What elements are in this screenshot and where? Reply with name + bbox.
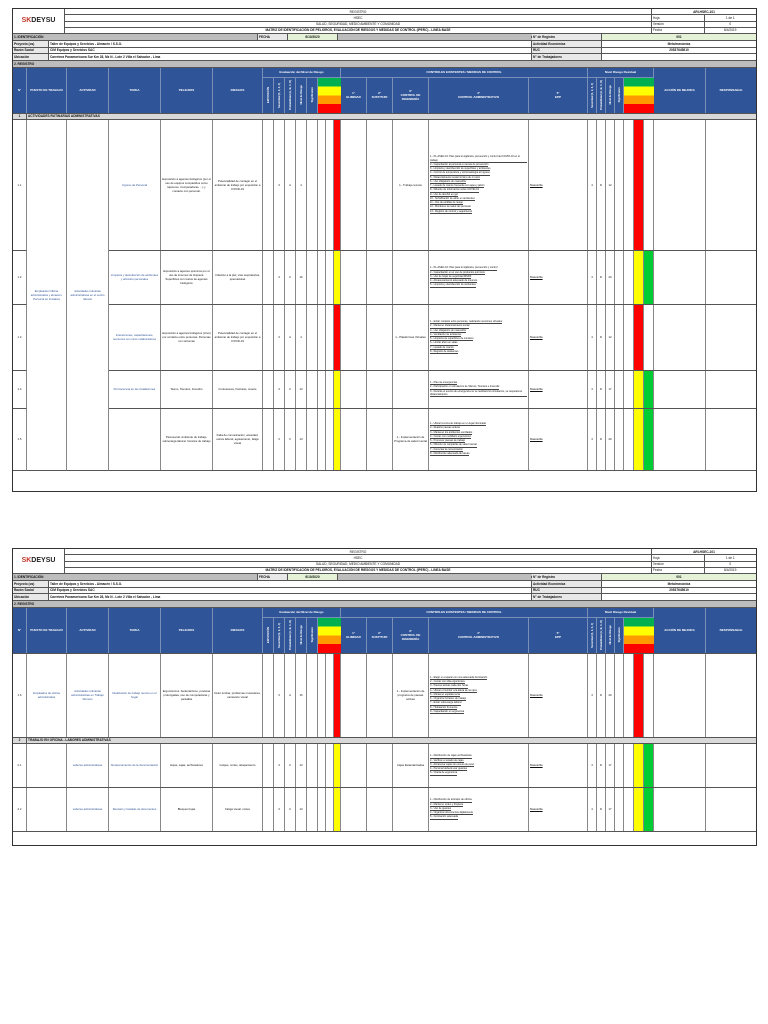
actividad-cell: Actividades rutinarias administrativas en el centro laboral [67,120,109,471]
control-line: 6.- Difusión de campañas de salud mental [430,443,477,447]
probabilidad-cell: C [285,251,296,304]
responsable-cell [706,305,756,370]
header-line1: REGISTRO [65,9,651,15]
risk-color-cell [624,409,634,470]
control-line: 2.- Contar con silla ergonómica [430,680,465,684]
control-line: 11.- Uso de cartillas de riesgo [430,201,463,204]
ingenieria-cell: 1.- Implementación de programa de pausas activas [393,654,429,737]
control-line: 3.- Durante el evento de emergencia no se realizará los simulacros, se respetará el distanciamiento [430,390,527,398]
control-line: 8.- Distribución adecuada de tareas [430,451,470,455]
nivel-riesgo-cell: 4 [296,305,307,370]
res-nr-cell: 17 [606,371,615,408]
risk-color-cell [326,371,334,408]
sustituir-cell [367,251,393,304]
riesgo-cell: Fatiga visual, cortes [213,788,263,831]
risk-color-cell [326,744,334,787]
epp-cell: Mascarilla [529,251,588,304]
accion-cell [654,371,706,408]
res-prob-cell: D [597,409,606,470]
risk-color-cell [634,409,644,470]
sustituir-cell [367,744,393,787]
accion-cell [654,120,706,250]
exp-cell [263,251,274,304]
control-line: 3.- Uso de hojas de seguridad MSDS [430,274,472,278]
risk-color-cell [334,371,341,408]
peligro-cell: Bloques hojas [161,788,213,831]
exp-cell [263,371,274,408]
control-line: 3.- Mantener los ambientes ventilados [430,430,473,434]
ingenieria-cell: 1.- Implementación de Programa de salud mental [393,409,429,470]
risk-color-cell [318,371,326,408]
significativo-cell [307,409,318,470]
res-sig-cell [615,251,624,304]
control-admin-cell [429,409,529,470]
control-line: 2.- Participación en simulacros de Sismos, Tsunami e Incendio [430,385,500,389]
header-line2: HSEC [65,15,651,21]
peligro-cell: Ergonómicos. Sedentarismo, posturas prolongadas, uso de computadoras y pantallas [161,654,213,737]
ingenieria-cell [393,788,429,831]
puesto-cell: Empleados de oficina administrativa [27,654,67,737]
significativo-cell [307,251,318,304]
res-sev-cell: 4 [588,744,597,787]
eliminar-cell [341,744,367,787]
responsable-cell [706,371,756,408]
risk-color-cell [624,788,634,831]
control-line: 7.- Fomentar la comunicación [430,447,463,451]
eliminar-cell [341,305,367,370]
header-line3: SALUD, SEGURIDAD, MEDIO AMBIENTE Y COMUNIDAD [65,22,651,28]
peligro-cell: Psicosocial. Ambiente de trabajo, sobrecarga laboral, horarios de trabajo [161,409,213,470]
control-line: 4.- Ventilación de ambientes [430,332,462,336]
risk-color-cell [634,744,644,787]
res-prob-cell: D [597,788,606,831]
probabilidad-cell: C [285,744,296,787]
control-line: 2.- Mantener orden y limpieza [430,802,464,806]
row-number: 1.6 [13,654,27,737]
puesto-cell [27,788,67,831]
eliminar-cell [341,251,367,304]
table-row [109,251,756,305]
tarea-cell: Permanencia en las instalaciones [109,371,161,408]
exp-cell [263,744,274,787]
res-sig-cell [615,654,624,737]
accion-cell [654,305,706,370]
nivel-riesgo-cell: 13 [296,788,307,831]
risk-color-cell [318,654,326,737]
header-line4: MATRIZ DE IDENTIFICACIÓN DE PELIGROS, EVALUACIÓN DE RIESGOS Y MEDIDAS DE CONTROL (IPERC) - LINEA BASE [265,28,451,33]
nivel-riesgo-cell: 13 [296,744,307,787]
actividad-cell: Labores administrativas [67,788,109,831]
exp-cell [263,305,274,370]
table-row [109,409,756,471]
control-line: 3.- Pausas activas cada dos horas [430,684,469,688]
responsable-cell [706,120,756,250]
control-line: 4.- Contar con mobiliario ergonómico [430,434,471,438]
actividad-cell: Labores administrativas [67,744,109,787]
sheet-1: SK DEYSU REGISTRO HSEC SALUD, SEGURIDAD, MEDIO AMBIENTE Y COMUNIDAD MATRIZ DE IDENTIFICACIÓN DE PELIGROS, EVALUACIÓN DE RIESGOS Y MEDIDAS DE CONTROL (IPERC) - LINEA BASE ARI-HSEC-101 Hoja 1 de 1 Versión 0 Fecha 8/4/2019 1. IDENTIFICACIÓN FECHA 6/10/2020 N° de Registro 001 Proyecto (os) Taller de Equipos y Servicios - Almacén / S.S.O. Actividad Económica Metalmecánica Razón Social CIM Equipos y Servicios SAC RUC 20537645610 Ubicación Carretera Panamericana Sur Km 28, Mz N - Lote 2 Villa el Salvador - Lima N° de Trabajadores 2. REGISTRO N° PUESTO DE TRABAJO ACTIVIDAD TAREA PELIGROS RIESGOS Evaluación del Nivel de Riesgo EXPOSICIÓN Severidad (1, 2, 3, 4) Probabilidad (A, B, C, D) Nivel de Riesgo Significativo CONTROLES EXISTENTES / MEDIDAS DE CONTROL 1° ELIMINAR 2° SUSTITUIR 3° CONTROL DE INGENIERÍA 4° CONTROL ADMINISTRATIVO 5° EPP Nivel Riesgo Residual Severidad (1, 2, 3, 4) Probabilidad (A, B, C, D) Nivel de Riesgo Significativo ACCIÓN DE MEJORA RESPONSABLE 1 ACTIVIDADES RUTINARIAS ADMINISTRATIVAS 1.1 1.2 1.3 1.4 1.5 Empleados Oficina administrativa y almacén. Personal en Iniciativa Actividades rutinarias administrativas en el centro laboral Ingreso de Personal Exposición a agentes biológicos (por el uso de equipos compartidos como lapiceros, Computadoras, ...) y contacto con personal. Potencialidad de contagio en el ambiente de trabajo por exposición a COVID-19 3 A 4 1.- Trabajo remoto 1.- PL-ASEC-16: Plan para la vigilancia, prevención y control del COVID-19 en el trabajo 2.- Capacitación al personal en temas de prevención 3.- Limpieza y desinfección de superficies y ambientes 4.- Control de temperatura y sintomatología al ingreso 5.- Distanciamiento social mínimo de 1 metro 6.- Uso obligatorio de mascarilla 7.- Lavado de manos frecuente con agua y jabón 8.- Difusión de información sobre COVID-19 9.- Uso de alcohol en gel 10.- Señalización de aforo en ambientes 11.- Uso de cartillas de riesgo 12.- Monitoreo de salud del personal 13.- Registro de control y seguimiento Mascarilla 4 D 12 Limpieza y desinfección de ambientes y artículos personales Exposición a agentes químicos por el uso de insumos de limpieza. Superficies con restos de agentes biológicos Irritación a la piel, vías respiratorias, quemaduras 3 C 16 1.- PL-ASEC-16: Plan para la vigilancia, prevención y control 2.- Capacitación en el uso de productos químicos 3.- Uso de hojas de seguridad MSDS 4.- Almacenamiento adecuado de insumos 5.- Limpieza y desinfección de ambientes Mascarilla 4 D 20 Interacciones, capacitaciones, reuniones con otros colaboradores Exposición a agentes biológicos (virus) por contacto entre personas. Personas con síntomas Potencialidad de contagio en el ambiente de trabajo por exposición a COVID-19 3 A 4 1.- Plataformas Virtuales 1.- Evitar contacto entre personas, realizando reuniones virtuales 2.- Mantener distanciamiento social 3.- Uso obligatorio de mascarilla 4.- Ventilación de ambientes 5.- Limpieza de superficies de contacto 6.- Limitar aforo en salas 7.- Lavado de manos 8.- Registro de asistentes Mascarilla 4 D 12 Permanencia en las instalaciones Sismo, Tsunami, Incendio Contusiones, fracturas, muerte 3 C 13 1.- Plan de emergencias 2.- Participación en simulacros de Sismos, Tsunami e Incendio 3.- Durante el evento de emergencia no se realizará los simulacros, se respetará el distanciamiento Mascarilla 4 D 17 Psicosocial. Ambiente de trabajo, sobrecarga laboral, horarios de trabajo Falta de comunicación, ansiedad, estrés laboral, agotamiento, fatiga visual 3 C 13 1.- Implementación de Programa de salud mental 1.- Ubicar la zona de trabajo en un lugar iluminado 2.- Realizar pausas activas 3.- Mantener los ambientes ventilados 4.- Contar con mobiliario ergonómico 5.- Promover pausas de trabajo 6.- Difusión de campañas de salud mental 7.- Fomentar la comunicación 8.- Distribución adecuada de tareas Mascarilla 4 D 20 [12,8,757,492]
control-line: 6.- Uso obligatorio de mascarilla [430,179,466,183]
control-line: 6.- Organizar horarios de trabajo [430,697,467,701]
control-line: 12.- Monitoreo de salud del personal [430,205,471,209]
probabilidad-cell: C [285,409,296,470]
control-line: 8.- Registro de asistentes [430,349,459,353]
column-headers: N° PUESTO DE TRABAJO ACTIVIDAD TAREA PELIGROS RIESGOS Evaluación del Nivel de Riesgo EXPOSICIÓN Severidad (1, 2, 3, 4) Probabilidad (A, B, C, D) Nivel de Riesgo Significativo CONTROLES EXISTENTES / MEDIDAS DE CONTROL 1° ELIMINAR 2° SUSTITUIR 3° CONTROL DE INGENIERÍA 4° CONTROL ADMINISTRATIVO 5° EPP Nivel Riesgo Residual Severidad (1, 2, 3, 4) Probabilidad (A, B, C, D) Nivel de Riesgo Significativo ACCIÓN DE MEJORA RESPONSABLE [13,68,756,114]
probabilidad-cell: C [285,371,296,408]
significativo-cell [307,120,318,250]
row-number: 1.3 [13,305,27,371]
control-line: 2.- Realizar pausas activas [430,426,461,430]
significativo-cell [307,371,318,408]
control-line: 8.- Difusión de información sobre COVID-19 [430,188,479,192]
res-prob-cell: D [597,744,606,787]
eliminar-cell [341,788,367,831]
risk-color-cell [318,305,326,370]
res-nr-cell: 17 [606,744,615,787]
risk-color-cell [326,409,334,470]
control-line: 3.- Uso obligatorio de mascarilla [430,328,466,332]
table-row [13,744,756,788]
control-line: 1.- Distribución de cajas archivadoras [430,754,472,758]
riesgo-cell: Dolor lumbar, problemas musculares, cansancio visual [213,654,263,737]
significativo-cell [307,654,318,737]
probabilidad-cell: C [285,788,296,831]
res-nr-cell: 20 [606,409,615,470]
risk-color-cell [318,251,326,304]
risk-color-cell [634,251,644,304]
risk-color-cell [624,371,634,408]
tarea-cell [109,409,161,470]
accion-cell [654,654,706,737]
res-prob-cell: D [597,251,606,304]
probabilidad-cell: A [285,120,296,250]
ingenieria-cell: Cajas Estandarizadas [393,744,429,787]
accion-cell [654,251,706,304]
peligro-cell: Exposición a agentes biológicos (virus) por contacto entre personas. Personas con síntomas [161,305,213,370]
risk-color-cell [318,788,326,831]
control-line: 2.- Verificar el estado de cajas [430,758,464,762]
risk-color-cell [644,251,654,304]
res-prob-cell: D [597,654,606,737]
severidad-cell: 3 [274,251,285,304]
significativo-cell [307,305,318,370]
res-sig-cell [615,744,624,787]
risk-color-cell [334,744,341,787]
epp-cell: Mascarilla [529,744,588,787]
severidad-cell: 3 [274,120,285,250]
significativo-cell [307,744,318,787]
tarea-cell: Limpieza y desinfección de ambientes y artículos personales [109,251,161,304]
control-line: 5.- Promover pausas de trabajo [430,439,466,442]
control-line: 9.- Capacitación en ergonomía [430,709,465,713]
res-prob-cell: D [597,305,606,370]
row-number: 2.2 [13,788,27,831]
res-sev-cell: 4 [588,654,597,737]
tarea-cell: Revisión y traslado de documentos [109,788,161,831]
risk-color-cell [318,744,326,787]
control-admin-cell [429,371,529,408]
res-sig-cell [615,305,624,370]
peligro-cell: Sismo, Tsunami, Incendio [161,371,213,408]
row-number: 1.2 [13,251,27,305]
exp-cell [263,654,274,737]
control-line: 8.- Hidratación frecuente [430,705,458,709]
table-row [109,120,756,251]
probabilidad-cell: A [285,305,296,370]
risk-color-cell [644,305,654,370]
logo: SK DEYSU [13,549,65,573]
eliminar-cell [341,371,367,408]
severidad-cell: 3 [274,744,285,787]
risk-color-cell [634,788,644,831]
eliminar-cell [341,120,367,250]
severidad-cell: 3 [274,788,285,831]
control-line: 4.- Organizar documentos digitalmente [430,811,474,815]
risk-color-cell [334,305,341,370]
subheader-routine: 1 ACTIVIDADES RUTINARIAS ADMINISTRATIVAS [13,114,756,120]
risk-color-cell [624,654,634,737]
sustituir-cell [367,120,393,250]
puesto-cell [27,744,67,787]
control-line: 7.- Evitar sobrecarga laboral [430,701,462,705]
actividad-cell: Actividades rutinarias administrativas en Trabajo Remoto [67,654,109,737]
sustituir-cell [367,305,393,370]
control-line: 5.- Distanciamiento social mínimo de 1 metro [430,175,481,179]
responsable-cell [706,654,756,737]
logo: SK DEYSU [13,9,65,33]
res-nr-cell: 12 [606,120,615,250]
document-header-2: SK DEYSU REGISTRO HSEC SALUD, SEGURIDAD, MEDIO AMBIENTE Y COMUNIDAD MATRIZ DE IDENTIFICACIÓN DE PELIGROS, EVALUACIÓN DE RIESGOS Y MEDIDAS DE CONTROL (IPERC) - LINEA BASE ARI-HSEC-101 Hoja 1 de 1 Versión 0 Fecha 8/4/2019 [13,549,756,574]
epp-cell: Mascarilla [529,654,588,737]
table-row [109,371,756,409]
risk-color-cell [624,744,634,787]
severidad-cell: 3 [274,654,285,737]
control-line: 1.- Ubicar la zona de trabajo en un lugar iluminado [430,422,487,425]
epp-cell: Mascarilla [529,788,588,831]
control-line: 5.- Limpieza y desinfección de ambientes [430,283,476,287]
control-line: 6.- Limitar aforo en salas [430,341,458,345]
risk-color-cell [326,654,334,737]
epp-cell: Mascarilla [529,409,588,470]
tarea-cell: Interacciones, capacitaciones, reuniones con otros colaboradores [109,305,161,370]
document-header [13,9,756,34]
tarea-cell: Realización de trabajo remoto en el hogar [109,654,161,737]
control-line: 4.- Almacenamiento adecuado de insumos [430,279,478,283]
res-sev-cell: 4 [588,305,597,370]
subheader-office: 2 TRABAJO EN OFICINA - LABORES ADMINISTRATIVAS [13,738,756,744]
risk-color-cell [634,654,644,737]
riesgo-cell: Contusiones, fracturas, muerte [213,371,263,408]
control-line: 5.- Charla de ergonomía [430,771,458,775]
res-nr-cell: 12 [606,305,615,370]
nivel-riesgo-cell: 13 [296,409,307,470]
control-line: 4.- Control de temperatura y sintomatología al ingreso [430,171,490,175]
risk-color-cell [644,744,654,787]
accion-cell [654,744,706,787]
control-admin-cell [429,120,529,250]
res-sev-cell: 4 [588,788,597,831]
res-nr-cell: 20 [606,654,615,737]
riesgo-cell: Potencialidad de contagio en el ambiente de trabajo por exposición a COVID-19 [213,120,263,250]
ingenieria-cell [393,371,429,408]
res-sev-cell: 4 [588,251,597,304]
risk-color-cell [644,371,654,408]
exp-cell [263,120,274,250]
risk-color-cell [334,251,341,304]
res-sev-cell: 4 [588,409,597,470]
res-prob-cell: D [597,120,606,250]
nivel-riesgo-cell: 13 [296,371,307,408]
row-number: 1.5 [13,409,27,471]
risk-color-cell [326,120,334,250]
ingenieria-cell [393,251,429,304]
control-line: 5.- Limpieza de superficies de contacto [430,337,474,340]
sustituir-cell [367,409,393,470]
exp-cell [263,788,274,831]
riesgo-cell: Falta de comunicación, ansiedad, estrés laboral, agotamiento, fatiga visual [213,409,263,470]
table-row [13,788,756,832]
res-nr-cell: 20 [606,251,615,304]
control-admin-cell [429,744,529,787]
severidad-cell: 3 [274,305,285,370]
control-line: 2.- Mantener distanciamiento social [430,324,470,328]
control-line: 1.- Plan de emergencias [430,381,458,384]
control-line: 1.- PL-ASEC-16: Plan para la vigilancia, prevención y control del COVID-19 en el trabajo [430,155,527,163]
column-headers-2: N° PUESTO DE TRABAJO ACTIVIDAD TAREA PELIGROS RIESGOS Evaluación del Nivel de Riesgo EXPOSICIÓN Severidad (1, 2, 3, 4) Probabilidad (A, B, C, D) Nivel de Riesgo Significativo CONTROLES EXISTENTES / MEDIDAS DE CONTROL 1° ELIMINAR 2° SUSTITUIR 3° CONTROL DE INGENIERÍA 4° CONTROL ADMINISTRATIVO 5° EPP Nivel Riesgo Residual Severidad (1, 2, 3, 4) Probabilidad (A, B, C, D) Nivel de Riesgo Significativo ACCIÓN DE MEJORA RESPONSABLE [13,608,756,654]
control-line: 9.- Uso de alcohol en gel [430,192,458,196]
row-number: 1.4 [13,371,27,409]
sustituir-cell [367,788,393,831]
control-line: 4.- Personal deberá usar guantes [430,767,468,771]
peligro-cell: Exposición a agentes biológicos (por el uso de equipos compartidos como lapiceros, Computadoras, ...) y contacto con personal. [161,120,213,250]
control-line: 5.- Iluminación adecuada [430,815,458,819]
control-admin-cell [429,788,529,831]
sustituir-cell [367,654,393,737]
control-line: 2.- Capacitación al personal en temas de prevención [430,162,489,166]
control-admin-cell [429,305,529,370]
row-number: 1.1 [13,120,27,251]
epp-cell: Mascarilla [529,371,588,408]
control-line: 5.- Mantener espalda recta [430,692,460,696]
severidad-cell: 3 [274,371,285,408]
risk-color-cell [644,120,654,250]
riesgo-cell: Golpes, cortes, atrapamiento [213,744,263,787]
risk-color-cell [634,120,644,250]
control-line: 13.- Registro de control y seguimiento [430,209,473,213]
epp-cell: Mascarilla [529,305,588,370]
res-sig-cell [615,788,624,831]
accion-cell [654,788,706,831]
control-line: 4.- Ubicar el monitor a la altura de los ojos [430,688,477,692]
nivel-riesgo-cell: 4 [296,120,307,250]
risk-color-cell [644,409,654,470]
control-line: 3.- Uso de guantes [430,806,452,810]
risk-color-cell [334,409,341,470]
risk-color-cell [624,251,634,304]
control-line: 3.- Limpieza y desinfección de superficies y ambientes [430,167,491,170]
risk-color-cell [318,409,326,470]
nivel-riesgo-cell: 16 [296,654,307,737]
risk-color-cell [624,120,634,250]
res-sev-cell: 4 [588,371,597,408]
risk-color-cell [624,305,634,370]
risk-color-cell [326,305,334,370]
risk-color-cell [644,788,654,831]
significativo-cell [307,788,318,831]
tarea-cell: Almacenamiento de la documentación [109,744,161,787]
risk-legend [318,78,341,113]
control-admin-cell [429,654,529,737]
table-row [109,305,756,371]
control-line: 7.- Lavado de manos frecuente con agua y jabón [430,184,485,187]
riesgo-cell: Irritación a la piel, vías respiratorias, quemaduras [213,251,263,304]
section-identification: 1. IDENTIFICACIÓN FECHA 6/10/2020 N° de Registro 001 [13,34,756,41]
nivel-riesgo-cell: 16 [296,251,307,304]
responsable-cell [706,788,756,831]
control-line: 3.- Almacenar cajas sin exceso de peso [430,762,475,766]
res-prob-cell: D [597,371,606,408]
accion-cell [654,409,706,470]
control-line: 2.- Capacitación en el uso de productos químicos [430,270,485,274]
res-nr-cell: 17 [606,788,615,831]
epp-cell: Mascarilla [529,120,588,250]
control-line: 1.- Distribución de artículos de oficina [430,798,472,802]
section-register: 2. REGISTRO [13,61,756,68]
peligro-cell: Hojas, cajas, archivadores [161,744,213,787]
row-number: 2.1 [13,744,27,787]
severidad-cell: 3 [274,409,285,470]
res-sig-cell [615,409,624,470]
control-line: 1.- Elegir un espacio con una adecuada iluminación [430,675,488,679]
ingenieria-cell: 1.- Trabajo remoto [393,120,429,250]
res-sig-cell [615,371,624,408]
risk-color-cell [334,654,341,737]
control-line: 1.- Evitar contacto entre personas, realizando reuniones virtuales [430,320,503,323]
risk-color-cell [634,305,644,370]
risk-color-cell [318,120,326,250]
risk-color-cell [334,788,341,831]
control-line: 10.- Señalización de aforo en ambientes [430,196,475,200]
eliminar-cell [341,654,367,737]
probabilidad-cell: A [285,654,296,737]
responsable-cell [706,744,756,787]
control-admin-cell [429,251,529,304]
res-sev-cell: 4 [588,120,597,250]
table-row [13,654,756,738]
sustituir-cell [367,371,393,408]
risk-color-cell [644,654,654,737]
riesgo-cell: Potencialidad de contagio en el ambiente de trabajo por exposición a COVID-19 [213,305,263,370]
control-line: 7.- Lavado de manos [430,345,454,349]
control-line: 1.- PL-ASEC-16: Plan para la vigilancia, prevención y control [430,266,498,270]
puesto-cell: Empleados Oficina administrativa y almacén. Personal en Iniciativa [27,120,67,471]
responsable-cell [706,251,756,304]
res-sig-cell [615,120,624,250]
tarea-cell: Ingreso de Personal [109,120,161,250]
risk-color-cell [334,120,341,250]
code-box: ARI-HSEC-101 Hoja 1 de 1 Versión 0 Fecha 8/4/2019 [652,9,756,33]
risk-color-cell [326,251,334,304]
ingenieria-cell: 1.- Plataformas Virtuales [393,305,429,370]
sheet-2: SK DEYSU REGISTRO HSEC SALUD, SEGURIDAD, MEDIO AMBIENTE Y COMUNIDAD MATRIZ DE IDENTIFICACIÓN DE PELIGROS, EVALUACIÓN DE RIESGOS Y MEDIDAS DE CONTROL (IPERC) - LINEA BASE ARI-HSEC-101 Hoja 1 de 1 Versión 0 Fecha 8/4/2019 1. IDENTIFICACIÓN FECHA 6/10/2020 N° de Registro 001 Proyecto (os) Taller de Equipos y Servicios - Almacén / S.S.O. Actividad Económica Metalmecánica Razón Social CIM Equipos y Servicios SAC RUC 20537645610 Ubicación Carretera Panamericana Sur Km 28, Mz N - Lote 2 Villa el Salvador - Lima N° de Trabajadores 2. REGISTRO N° PUESTO DE TRABAJO ACTIVIDAD TAREA PELIGROS RIESGOS Evaluación del Nivel de Riesgo EXPOSICIÓN Severidad (1, 2, 3, 4) Probabilidad (A, B, C, D) Nivel de Riesgo Significativo CONTROLES EXISTENTES / MEDIDAS DE CONTROL 1° ELIMINAR 2° SUSTITUIR 3° CONTROL DE INGENIERÍA 4° CONTROL ADMINISTRATIVO 5° EPP Nivel Riesgo Residual Severidad (1, 2, 3, 4) Probabilidad (A, B, C, D) Nivel de Riesgo Significativo ACCIÓN DE MEJORA RESPONSABLE 1.6 Empleados de oficina administrativa Actividades rutinarias administrativas en Trabajo Remoto Realización de trabajo remoto en el hogar Ergonómicos. Sedentarismo, posturas prolongadas, uso de computadoras y pantallas Dolor lumbar, problemas musculares, cansancio visual 3 A 16 1.- Implementación de programa de pausas activas 1.- Elegir un espacio con una adecuada iluminación 2.- Contar con silla ergonómica 3.- Pausas activas cada dos horas 4.- Ubicar el monitor a la altura de los ojos 5.- Mantener espalda recta 6.- Organizar horarios de trabajo 7.- Evitar sobrecarga laboral 8.- Hidratación frecuente 9.- Capacitación en ergonomía Mascarilla 4 D 20 2 TRABAJO EN OFICINA - LABORES ADMINISTRATIVAS 2.1 Labores administrativas Almacenamiento de la documentación Hojas, cajas, archivadores Golpes, cortes, atrapamiento 3 C 13 Cajas Estandarizadas 1.- Distribución de cajas archivadoras 2.- Verificar el estado de cajas 3.- Almacenar cajas sin exceso de peso 4.- Personal deberá usar guantes 5.- Charla de ergonomía Mascarilla 4 D 17 2.2 Labores administrativas Revisión y traslado de documentos Bloques hojas Fatiga visual, cortes 3 C 13 1.- Distribución de artículos de oficina 2.- Mantener orden y limpieza 3.- Uso de guantes 4.- Organizar documentos digitalmente 5.- Iluminación adecuada Mascarilla 4 D 17 [12,548,757,846]
exp-cell [263,409,274,470]
eliminar-cell [341,409,367,470]
peligro-cell: Exposición a agentes químicos por el uso de insumos de limpieza. Superficies con restos de agentes biológicos [161,251,213,304]
risk-color-cell [326,788,334,831]
risk-color-cell [634,371,644,408]
responsable-cell [706,409,756,470]
